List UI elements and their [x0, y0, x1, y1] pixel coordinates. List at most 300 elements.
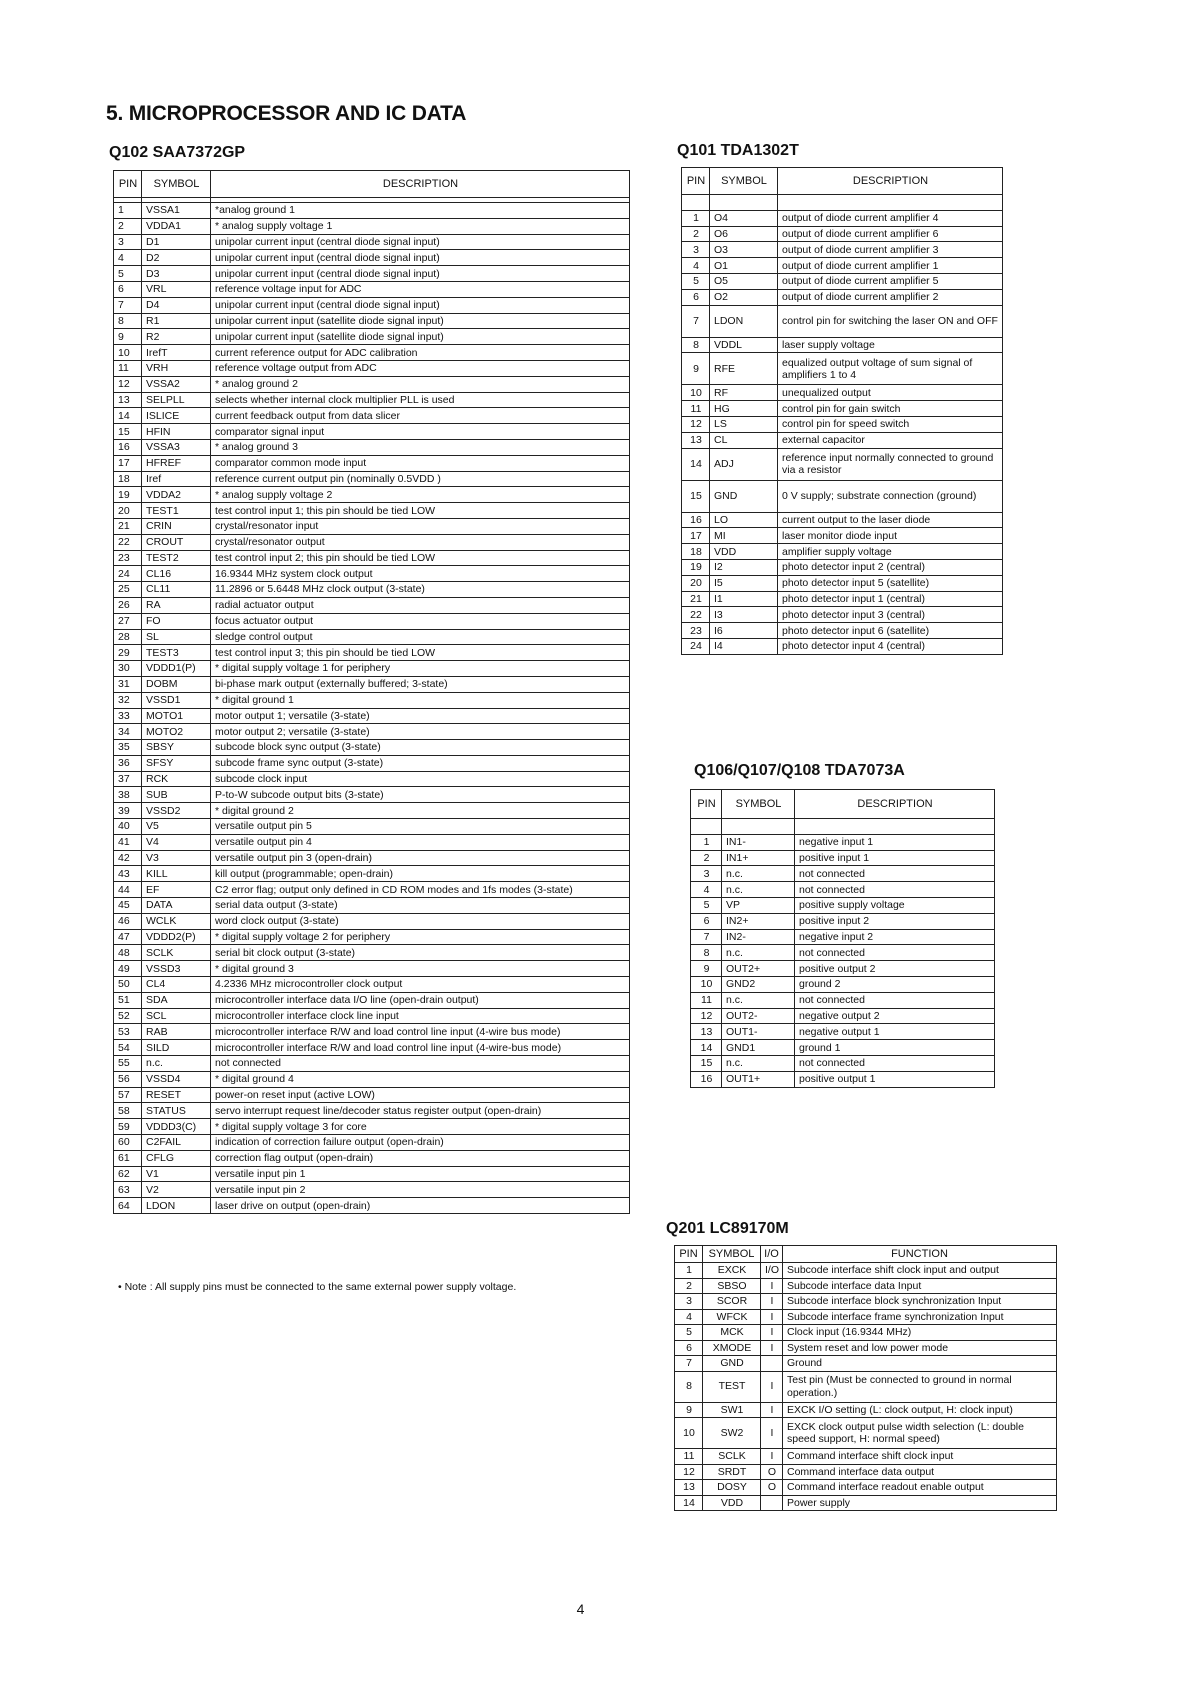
- symbol-cell: LO: [710, 512, 778, 528]
- description-cell: not connected: [795, 1055, 995, 1071]
- description-cell: photo detector input 1 (central): [778, 591, 1003, 607]
- table-row: [114, 345, 630, 361]
- pin-cell: 8: [675, 1371, 703, 1402]
- io-cell: [761, 1495, 783, 1511]
- table-row: [114, 1056, 630, 1072]
- pin-cell: 50: [114, 977, 142, 993]
- io-cell: O: [761, 1480, 783, 1496]
- description-cell: photo detector input 6 (satellite): [778, 623, 1003, 639]
- table-row: [114, 1198, 630, 1214]
- table-row: [682, 575, 1003, 591]
- symbol-cell: DOSY: [703, 1480, 761, 1496]
- description-cell: 11.2896 or 5.6448 MHz clock output (3-state): [211, 582, 630, 598]
- table-row: [114, 471, 630, 487]
- description-cell: unipolar current input (central diode signal input): [211, 250, 630, 266]
- table-row: [114, 929, 630, 945]
- pin-cell: 6: [675, 1340, 703, 1356]
- function-cell: Subcode interface data Input: [783, 1278, 1057, 1294]
- description-cell: negative input 1: [795, 834, 995, 850]
- pin-cell: 54: [114, 1040, 142, 1056]
- description-cell: unipolar current input (central diode signal input): [211, 234, 630, 250]
- table-row: [675, 1356, 1057, 1372]
- symbol-cell: VSSD4: [142, 1071, 211, 1087]
- pin-cell: 23: [114, 550, 142, 566]
- pin-cell: 21: [114, 518, 142, 534]
- description-cell: output of diode current amplifier 4: [778, 210, 1003, 226]
- description-cell: positive output 1: [795, 1071, 995, 1087]
- function-cell: Command interface data output: [783, 1464, 1057, 1480]
- description-cell: negative input 2: [795, 929, 995, 945]
- pin-cell: 9: [675, 1402, 703, 1418]
- description-cell: crystal/resonator output: [211, 534, 630, 550]
- description-cell: negative output 1: [795, 1024, 995, 1040]
- symbol-cell: STATUS: [142, 1103, 211, 1119]
- description-cell: versatile input pin 1: [211, 1166, 630, 1182]
- symbol-cell: HFIN: [142, 424, 211, 440]
- table-row: [691, 1055, 995, 1071]
- table-row: [114, 787, 630, 803]
- description-cell: output of diode current amplifier 1: [778, 258, 1003, 274]
- symbol-cell: ISLICE: [142, 408, 211, 424]
- symbol-cell: TEST1: [142, 503, 211, 519]
- table-row: [114, 218, 630, 234]
- description-cell: negative output 2: [795, 1008, 995, 1024]
- description-cell: not connected: [795, 882, 995, 898]
- pin-cell: 62: [114, 1166, 142, 1182]
- symbol-cell: n.c.: [722, 945, 795, 961]
- q101-title: Q101 TDA1302T: [677, 142, 799, 159]
- table-row: [691, 866, 995, 882]
- table-row: [114, 708, 630, 724]
- table-row: [691, 1040, 995, 1056]
- column-header-pin: PIN: [114, 171, 142, 198]
- pin-cell: 21: [682, 591, 710, 607]
- symbol-cell: IN2-: [722, 929, 795, 945]
- pin-cell: 4: [675, 1309, 703, 1325]
- symbol-cell: GND: [703, 1356, 761, 1372]
- pin-cell: 8: [114, 313, 142, 329]
- pin-cell: 58: [114, 1103, 142, 1119]
- pin-cell: 18: [682, 544, 710, 560]
- description-cell: not connected: [211, 1056, 630, 1072]
- function-cell: System reset and low power mode: [783, 1340, 1057, 1356]
- symbol-cell: Iref: [142, 471, 211, 487]
- description-cell: 4.2336 MHz microcontroller clock output: [211, 977, 630, 993]
- table-row: [675, 1371, 1057, 1402]
- pin-cell: 23: [682, 623, 710, 639]
- pin-cell: 22: [682, 607, 710, 623]
- pin-cell: 46: [114, 913, 142, 929]
- io-cell: I: [761, 1418, 783, 1449]
- symbol-cell: SCLK: [703, 1449, 761, 1465]
- table-row: [682, 401, 1003, 417]
- table-row: [114, 408, 630, 424]
- table-row: [675, 1278, 1057, 1294]
- pin-cell: 1: [114, 203, 142, 219]
- function-cell: EXCK I/O setting (L: clock output, H: clock input): [783, 1402, 1057, 1418]
- pin-cell: 56: [114, 1071, 142, 1087]
- pin-cell: 14: [114, 408, 142, 424]
- pin-cell: 13: [691, 1024, 722, 1040]
- spacer-cell: [691, 819, 722, 835]
- table-row: [675, 1263, 1057, 1279]
- pin-cell: 17: [114, 455, 142, 471]
- description-cell: unipolar current input (satellite diode signal input): [211, 313, 630, 329]
- symbol-cell: I5: [710, 575, 778, 591]
- description-cell: serial data output (3-state): [211, 898, 630, 914]
- description-cell: * analog ground 3: [211, 439, 630, 455]
- symbol-cell: O6: [710, 226, 778, 242]
- pin-cell: 11: [691, 992, 722, 1008]
- pin-cell: 10: [682, 385, 710, 401]
- table-row: [114, 360, 630, 376]
- description-cell: output of diode current amplifier 2: [778, 289, 1003, 305]
- symbol-cell: n.c.: [722, 866, 795, 882]
- table-row: [114, 803, 630, 819]
- pin-cell: 12: [682, 416, 710, 432]
- symbol-cell: SCOR: [703, 1294, 761, 1310]
- io-cell: [761, 1356, 783, 1372]
- spacer-cell: [778, 195, 1003, 211]
- pin-cell: 26: [114, 597, 142, 613]
- symbol-cell: OUT1-: [722, 1024, 795, 1040]
- description-cell: current feedback output from data slicer: [211, 408, 630, 424]
- description-cell: reference current output pin (nominally 0.5VDD ): [211, 471, 630, 487]
- table-row: [114, 645, 630, 661]
- pin-cell: 24: [114, 566, 142, 582]
- description-cell: positive output 2: [795, 961, 995, 977]
- pin-cell: 2: [675, 1278, 703, 1294]
- pin-cell: 12: [675, 1464, 703, 1480]
- io-cell: I: [761, 1278, 783, 1294]
- table-row: [682, 480, 1003, 512]
- table-row: [114, 1103, 630, 1119]
- description-cell: not connected: [795, 866, 995, 882]
- description-cell: * digital supply voltage 3 for core: [211, 1119, 630, 1135]
- pin-cell: 4: [682, 258, 710, 274]
- pin-cell: 5: [675, 1325, 703, 1341]
- table-row: [114, 676, 630, 692]
- table-row: [682, 305, 1003, 337]
- description-cell: * analog supply voltage 2: [211, 487, 630, 503]
- description-cell: reference input normally connected to ground via a resistor: [778, 448, 1003, 480]
- description-cell: * digital ground 3: [211, 961, 630, 977]
- symbol-cell: n.c.: [722, 992, 795, 1008]
- pin-cell: 20: [114, 503, 142, 519]
- symbol-cell: IrefT: [142, 345, 211, 361]
- pin-cell: 15: [682, 480, 710, 512]
- table-row: [691, 945, 995, 961]
- description-cell: photo detector input 2 (central): [778, 559, 1003, 575]
- table-row: [675, 1309, 1057, 1325]
- symbol-cell: VSSD3: [142, 961, 211, 977]
- function-cell: EXCK clock output pulse width selection (L: double speed support, H: normal speed): [783, 1418, 1057, 1449]
- description-cell: servo interrupt request line/decoder status register output (open-drain): [211, 1103, 630, 1119]
- symbol-cell: R1: [142, 313, 211, 329]
- description-cell: * digital supply voltage 1 for periphery: [211, 661, 630, 677]
- q102-title: Q102 SAA7372GP: [109, 144, 246, 161]
- symbol-cell: VDDA1: [142, 218, 211, 234]
- pin-cell: 22: [114, 534, 142, 550]
- pin-cell: 40: [114, 819, 142, 835]
- description-cell: reference voltage output from ADC: [211, 360, 630, 376]
- pin-cell: 39: [114, 803, 142, 819]
- pin-cell: 1: [691, 834, 722, 850]
- pin-cell: 7: [691, 929, 722, 945]
- table-row: [675, 1325, 1057, 1341]
- description-cell: amplifier supply voltage: [778, 544, 1003, 560]
- pin-cell: 12: [691, 1008, 722, 1024]
- pin-cell: 13: [114, 392, 142, 408]
- table-row: [682, 385, 1003, 401]
- table-row: [682, 432, 1003, 448]
- symbol-cell: C2FAIL: [142, 1135, 211, 1151]
- column-header-io: I/O: [761, 1246, 783, 1263]
- table-row: [114, 1008, 630, 1024]
- column-header-symbol: SYMBOL: [710, 168, 778, 195]
- pin-cell: 18: [114, 471, 142, 487]
- symbol-cell: TEST3: [142, 645, 211, 661]
- description-cell: versatile output pin 4: [211, 834, 630, 850]
- table-row: [682, 273, 1003, 289]
- table-row: [114, 203, 630, 219]
- pin-cell: 17: [682, 528, 710, 544]
- table-row: [691, 1071, 995, 1087]
- table-row: [114, 518, 630, 534]
- q106-pin-table: [690, 789, 995, 1088]
- pin-cell: 53: [114, 1024, 142, 1040]
- table-row: [682, 210, 1003, 226]
- symbol-cell: CL4: [142, 977, 211, 993]
- table-row: [682, 353, 1003, 385]
- table-row: [114, 898, 630, 914]
- symbol-cell: GND1: [722, 1040, 795, 1056]
- table-row: [114, 503, 630, 519]
- symbol-cell: D3: [142, 266, 211, 282]
- pin-cell: 2: [691, 850, 722, 866]
- function-cell: Subcode interface frame synchronization Input: [783, 1309, 1057, 1325]
- description-cell: motor output 1; versatile (3-state): [211, 708, 630, 724]
- description-cell: positive supply voltage: [795, 897, 995, 913]
- table-row: [114, 945, 630, 961]
- description-cell: radial actuator output: [211, 597, 630, 613]
- table-row: [114, 1150, 630, 1166]
- q106-title: Q106/Q107/Q108 TDA7073A: [694, 762, 905, 779]
- pin-cell: 41: [114, 834, 142, 850]
- description-cell: P-to-W subcode output bits (3-state): [211, 787, 630, 803]
- symbol-cell: MOTO2: [142, 724, 211, 740]
- table-row: [691, 976, 995, 992]
- description-cell: 16.9344 MHz system clock output: [211, 566, 630, 582]
- table-row: [114, 1166, 630, 1182]
- pin-cell: 9: [682, 353, 710, 385]
- description-cell: microcontroller interface clock line input: [211, 1008, 630, 1024]
- description-cell: crystal/resonator input: [211, 518, 630, 534]
- symbol-cell: V1: [142, 1166, 211, 1182]
- symbol-cell: D4: [142, 297, 211, 313]
- function-cell: Subcode interface block synchronization Input: [783, 1294, 1057, 1310]
- q201-title: Q201 LC89170M: [666, 1220, 789, 1237]
- table-row: [114, 487, 630, 503]
- symbol-cell: EF: [142, 882, 211, 898]
- pin-cell: 63: [114, 1182, 142, 1198]
- table-row: [691, 913, 995, 929]
- table-row: [691, 1024, 995, 1040]
- pin-cell: 16: [682, 512, 710, 528]
- table-row: [682, 289, 1003, 305]
- spacer-cell: [682, 195, 710, 211]
- pin-cell: 4: [114, 250, 142, 266]
- pin-cell: 5: [682, 273, 710, 289]
- description-cell: subcode frame sync output (3-state): [211, 755, 630, 771]
- pin-cell: 14: [691, 1040, 722, 1056]
- symbol-cell: RAB: [142, 1024, 211, 1040]
- table-row: [691, 961, 995, 977]
- symbol-cell: I2: [710, 559, 778, 575]
- table-row: [682, 337, 1003, 353]
- table-row: [682, 607, 1003, 623]
- symbol-cell: LDON: [710, 305, 778, 337]
- symbol-cell: I6: [710, 623, 778, 639]
- pin-cell: 9: [691, 961, 722, 977]
- symbol-cell: VDDL: [710, 337, 778, 353]
- symbol-cell: MCK: [703, 1325, 761, 1341]
- table-row: [114, 882, 630, 898]
- pin-cell: 9: [114, 329, 142, 345]
- description-cell: test control input 2; this pin should be tied LOW: [211, 550, 630, 566]
- pin-cell: 7: [675, 1356, 703, 1372]
- table-row: [691, 834, 995, 850]
- pin-cell: 6: [691, 913, 722, 929]
- table-row: [675, 1294, 1057, 1310]
- table-row: [682, 512, 1003, 528]
- table-header-row: [114, 171, 630, 198]
- symbol-cell: SUB: [142, 787, 211, 803]
- io-cell: I/O: [761, 1263, 783, 1279]
- table-row: [114, 1182, 630, 1198]
- symbol-cell: SFSY: [142, 755, 211, 771]
- table-row: [691, 1008, 995, 1024]
- table-row: [114, 455, 630, 471]
- function-cell: Command interface readout enable output: [783, 1480, 1057, 1496]
- description-cell: unipolar current input (central diode signal input): [211, 266, 630, 282]
- symbol-cell: VRL: [142, 281, 211, 297]
- description-cell: microcontroller interface R/W and load control line input (4-wire-bus mode): [211, 1040, 630, 1056]
- header-spacer-row: [691, 819, 995, 835]
- description-cell: focus actuator output: [211, 613, 630, 629]
- spacer-cell: [795, 819, 995, 835]
- pin-cell: 55: [114, 1056, 142, 1072]
- spacer-cell: [722, 819, 795, 835]
- table-row: [675, 1340, 1057, 1356]
- pin-cell: 20: [682, 575, 710, 591]
- pin-cell: 8: [691, 945, 722, 961]
- pin-cell: 14: [682, 448, 710, 480]
- description-cell: comparator common mode input: [211, 455, 630, 471]
- symbol-cell: VRH: [142, 360, 211, 376]
- q201-pin-table: [674, 1245, 1057, 1511]
- io-cell: I: [761, 1325, 783, 1341]
- symbol-cell: LDON: [142, 1198, 211, 1214]
- table-row: [114, 913, 630, 929]
- symbol-cell: OUT1+: [722, 1071, 795, 1087]
- pin-cell: 45: [114, 898, 142, 914]
- table-row: [114, 1135, 630, 1151]
- table-row: [114, 329, 630, 345]
- table-row: [675, 1418, 1057, 1449]
- symbol-cell: RA: [142, 597, 211, 613]
- pin-cell: 27: [114, 613, 142, 629]
- description-cell: positive input 1: [795, 850, 995, 866]
- description-cell: not connected: [795, 945, 995, 961]
- description-cell: * analog ground 2: [211, 376, 630, 392]
- table-row: [114, 597, 630, 613]
- symbol-cell: SBSY: [142, 740, 211, 756]
- symbol-cell: WFCK: [703, 1309, 761, 1325]
- symbol-cell: SCL: [142, 1008, 211, 1024]
- q102-pin-rows: [114, 198, 630, 1214]
- function-cell: Ground: [783, 1356, 1057, 1372]
- column-header-description: DESCRIPTION: [795, 790, 995, 819]
- function-cell: Command interface shift clock input: [783, 1449, 1057, 1465]
- description-cell: equalized output voltage of sum signal of amplifiers 1 to 4: [778, 353, 1003, 385]
- symbol-cell: O1: [710, 258, 778, 274]
- symbol-cell: V2: [142, 1182, 211, 1198]
- symbol-cell: CL: [710, 432, 778, 448]
- symbol-cell: VDD: [710, 544, 778, 560]
- io-cell: I: [761, 1294, 783, 1310]
- table-row: [114, 250, 630, 266]
- description-cell: control pin for gain switch: [778, 401, 1003, 417]
- pin-cell: 57: [114, 1087, 142, 1103]
- column-header-pin: PIN: [691, 790, 722, 819]
- pin-cell: 43: [114, 866, 142, 882]
- pin-cell: 7: [682, 305, 710, 337]
- table-row: [114, 771, 630, 787]
- description-cell: versatile output pin 5: [211, 819, 630, 835]
- symbol-cell: VSSD2: [142, 803, 211, 819]
- symbol-cell: CL16: [142, 566, 211, 582]
- pin-cell: 36: [114, 755, 142, 771]
- table-row: [114, 819, 630, 835]
- pin-cell: 48: [114, 945, 142, 961]
- description-cell: photo detector input 4 (central): [778, 638, 1003, 654]
- table-row: [114, 866, 630, 882]
- symbol-cell: SRDT: [703, 1464, 761, 1480]
- symbol-cell: RCK: [142, 771, 211, 787]
- table-row: [682, 416, 1003, 432]
- symbol-cell: O5: [710, 273, 778, 289]
- table-row: [114, 234, 630, 250]
- symbol-cell: D2: [142, 250, 211, 266]
- symbol-cell: TEST2: [142, 550, 211, 566]
- symbol-cell: SDA: [142, 992, 211, 1008]
- function-cell: Subcode interface shift clock input and output: [783, 1263, 1057, 1279]
- symbol-cell: OUT2-: [722, 1008, 795, 1024]
- table-row: [114, 629, 630, 645]
- table-row: [682, 226, 1003, 242]
- supply-pins-note: • Note : All supply pins must be connected to the same external power supply voltage.: [118, 1281, 517, 1293]
- pin-cell: 37: [114, 771, 142, 787]
- table-row: [675, 1464, 1057, 1480]
- pin-cell: 38: [114, 787, 142, 803]
- description-cell: comparator signal input: [211, 424, 630, 440]
- description-cell: C2 error flag; output only defined in CD ROM modes and 1fs modes (3-state): [211, 882, 630, 898]
- table-row: [682, 638, 1003, 654]
- description-cell: indication of correction failure output (open-drain): [211, 1135, 630, 1151]
- header-spacer-row: [682, 195, 1003, 211]
- description-cell: external capacitor: [778, 432, 1003, 448]
